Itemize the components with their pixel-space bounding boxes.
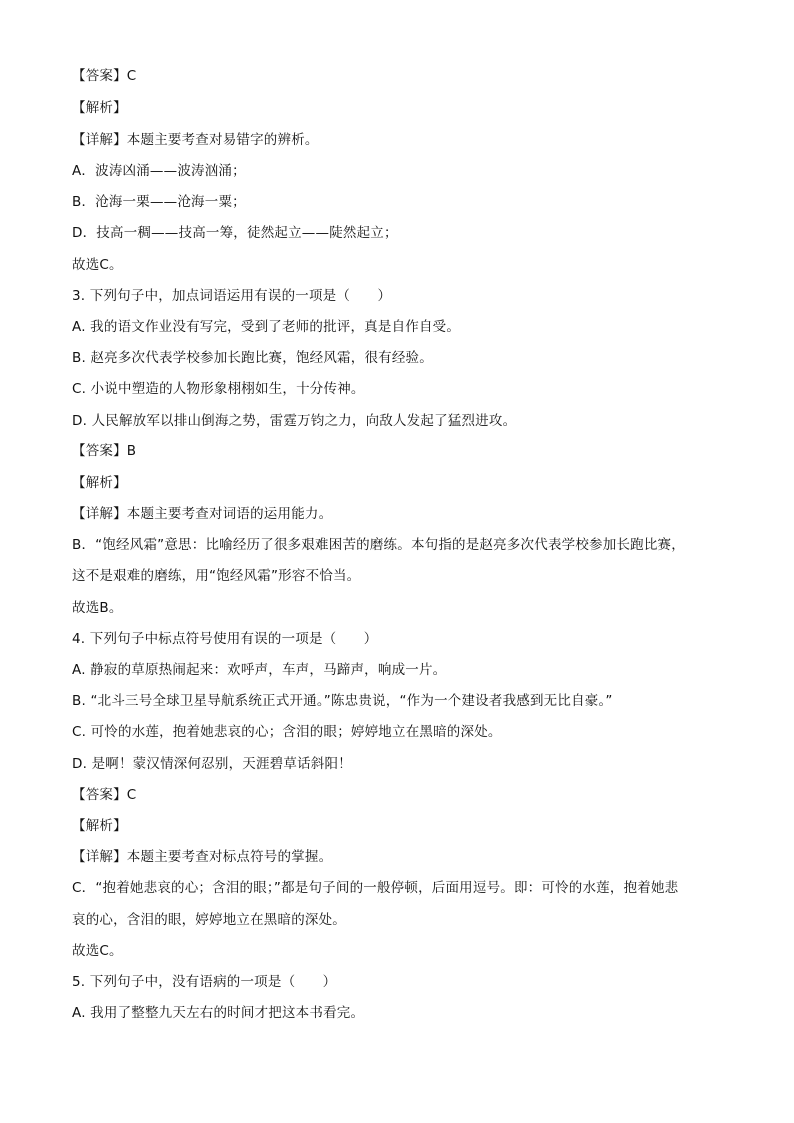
option-line: A. 我的语文作业没有写完，受到了老师的批评，真是自作自受。 (72, 319, 461, 335)
explanation-line: 哀的心，含泪的眼，婷婷地立在黑暗的深处。 (72, 912, 346, 928)
option-line: B. “北斗三号全球卫星导航系统正式开通。”陈忠贵说，“作为一个建设者我感到无比自豪。” (72, 693, 613, 709)
question-3: 3. 下列句子中，加点词语运用有误的一项是（ ） (72, 288, 392, 304)
explanation-line: 这不是艰难的磨练，用“饱经风霜”形容不恰当。 (72, 568, 361, 584)
detail-line: 【详解】本题主要考查对标点符号的掌握。 (72, 849, 333, 865)
option-line: C. 可怜的水莲，抱着她悲哀的心；含泪的眼；婷婷地立在黑暗的深处。 (72, 724, 502, 740)
option-line: A. 静寂的草原热闹起来：欢呼声，车声，马蹄声，响成一片。 (72, 662, 447, 678)
option-line: B. 赵亮多次代表学校参加长跑比赛，饱经风霜，很有经验。 (72, 350, 433, 366)
analysis-heading: 【解析】 (72, 100, 127, 116)
option-line: C. 小说中塑造的人物形象栩栩如生，十分传神。 (72, 381, 365, 397)
conclusion-line: 故选C。 (72, 257, 123, 273)
detail-line: 【详解】本题主要考查对词语的运用能力。 (72, 506, 333, 522)
detail-line: 【详解】本题主要考查对易错字的辨析。 (72, 132, 319, 148)
answer-line: 【答案】C (72, 68, 137, 84)
analysis-heading: 【解析】 (72, 475, 127, 491)
option-line: D．技高一稠——技高一筹，徒然起立——陡然起立； (72, 225, 398, 241)
explanation-line: B．“饱经风霜”意思：比喻经历了很多艰难困苦的磨练。本句指的是赵亮多次代表学校参加长跑比赛， (72, 537, 685, 553)
analysis-heading: 【解析】 (72, 818, 127, 834)
question-5: 5. 下列句子中，没有语病的一项是（ ） (72, 974, 337, 990)
conclusion-line: 故选B。 (72, 600, 123, 616)
answer-line: 【答案】B (72, 443, 137, 459)
question-4: 4. 下列句子中标点符号使用有误的一项是（ ） (72, 631, 378, 647)
answer-line: 【答案】C (72, 787, 137, 803)
conclusion-line: 故选C。 (72, 943, 123, 959)
explanation-line: C．“抱着她悲哀的心；含泪的眼；”都是句子间的一般停顿，后面用逗号。即：可怜的水莲，抱着她悲 (72, 880, 679, 896)
option-line: D. 是啊！蒙汉情深何忍别，天涯碧草话斜阳！ (72, 756, 352, 772)
option-line: A. 我用了整整九天左右的时间才把这本书看完。 (72, 1005, 365, 1021)
option-line: A．波涛凶涌——波涛汹涌； (72, 163, 246, 179)
option-line: D. 人民解放军以排山倒海之势，雷霆万钧之力，向敌人发起了猛烈进攻。 (72, 413, 517, 429)
option-line: B．沧海一栗——沧海一粟； (72, 194, 246, 210)
